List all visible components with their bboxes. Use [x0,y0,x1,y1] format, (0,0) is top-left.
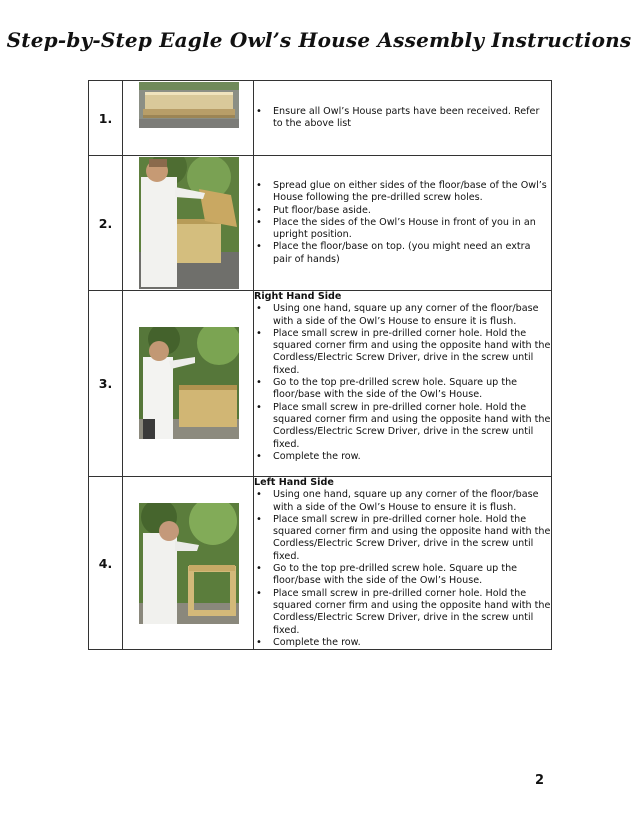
instruction-bullet: • Put floor/base aside. [254,205,551,217]
instruction-bullet: • Ensure all Owl’s House parts have been received. Refer to the above list [254,106,551,131]
step-text [254,291,552,477]
step-photo-cell [123,156,254,291]
instruction-bullet: • Place small screw in pre-drilled corner hole. Hold the squared corner firm and using the opposite hand with the Cordless/Electric Screw Driver, drive in the screw until fixed. [254,588,551,637]
instruction-bullet: • Using one hand, square up any corner of the floor/base with a side of the Owl’s House to ensure it is flush. [254,489,551,514]
instruction-bullet: • Place the floor/base on top. (you might need an extra pair of hands) [254,241,551,266]
wood-panels-photo [139,82,239,128]
step-photo-cell [123,291,254,477]
step-row [89,156,552,291]
step-heading: Right Hand Side [254,291,342,302]
page-number: 2 [534,773,544,788]
step-text [254,81,552,156]
instruction-bullet: • Spread glue on either sides of the floor/base of the Owl’s House following the pre-drilled screw holes. [254,180,551,205]
instruction-bullet: • Go to the top pre-drilled screw hole. Square up the floor/base with the side of the Owl’s House. [254,377,551,402]
page-title: Step-by-Step Eagle Owl’s House Assembly Instructions [6,28,632,52]
instruction-bullet: • Complete the row. [254,451,551,463]
step-text [254,477,552,650]
instruction-bullet: • Place small screw in pre-drilled corner hole. Hold the squared corner firm and using the opposite hand with the Cordless/Electric Screw Driver, drive in the screw until fixed. [254,328,551,377]
instruction-bullet: • Go to the top pre-drilled screw hole. Square up the floor/base with the side of the Owl’s House. [254,563,551,588]
instruction-bullet: • Place small screw in pre-drilled corner hole. Hold the squared corner firm and using the opposite hand with the Cordless/Electric Screw Driver, drive in the screw until fixed. [254,402,551,451]
instruction-bullet: • Using one hand, square up any corner of the floor/base with a side of the Owl’s House to ensure it is flush. [254,303,551,328]
instructions-table [88,80,552,650]
step-number: 1. [89,81,123,156]
instruction-bullet: • Place the sides of the Owl’s House in front of you in an upright position. [254,217,551,242]
screwing-left-side-photo [139,503,239,624]
instruction-bullet: • Complete the row. [254,637,551,649]
step-number: 3. [89,291,123,477]
person-with-floor-base-photo [139,157,239,289]
step-number: 4. [89,477,123,650]
step-photo-cell [123,81,254,156]
step-row [89,81,552,156]
step-row [89,477,552,650]
step-photo-cell [123,477,254,650]
step-text [254,156,552,291]
step-number: 2. [89,156,123,291]
step-row [89,291,552,477]
step-heading: Left Hand Side [254,477,334,488]
instruction-bullet: • Place small screw in pre-drilled corner hole. Hold the squared corner firm and using the opposite hand with the Cordless/Electric Screw Driver, drive in the screw until fixed. [254,514,551,563]
screwing-right-side-photo [139,327,239,439]
